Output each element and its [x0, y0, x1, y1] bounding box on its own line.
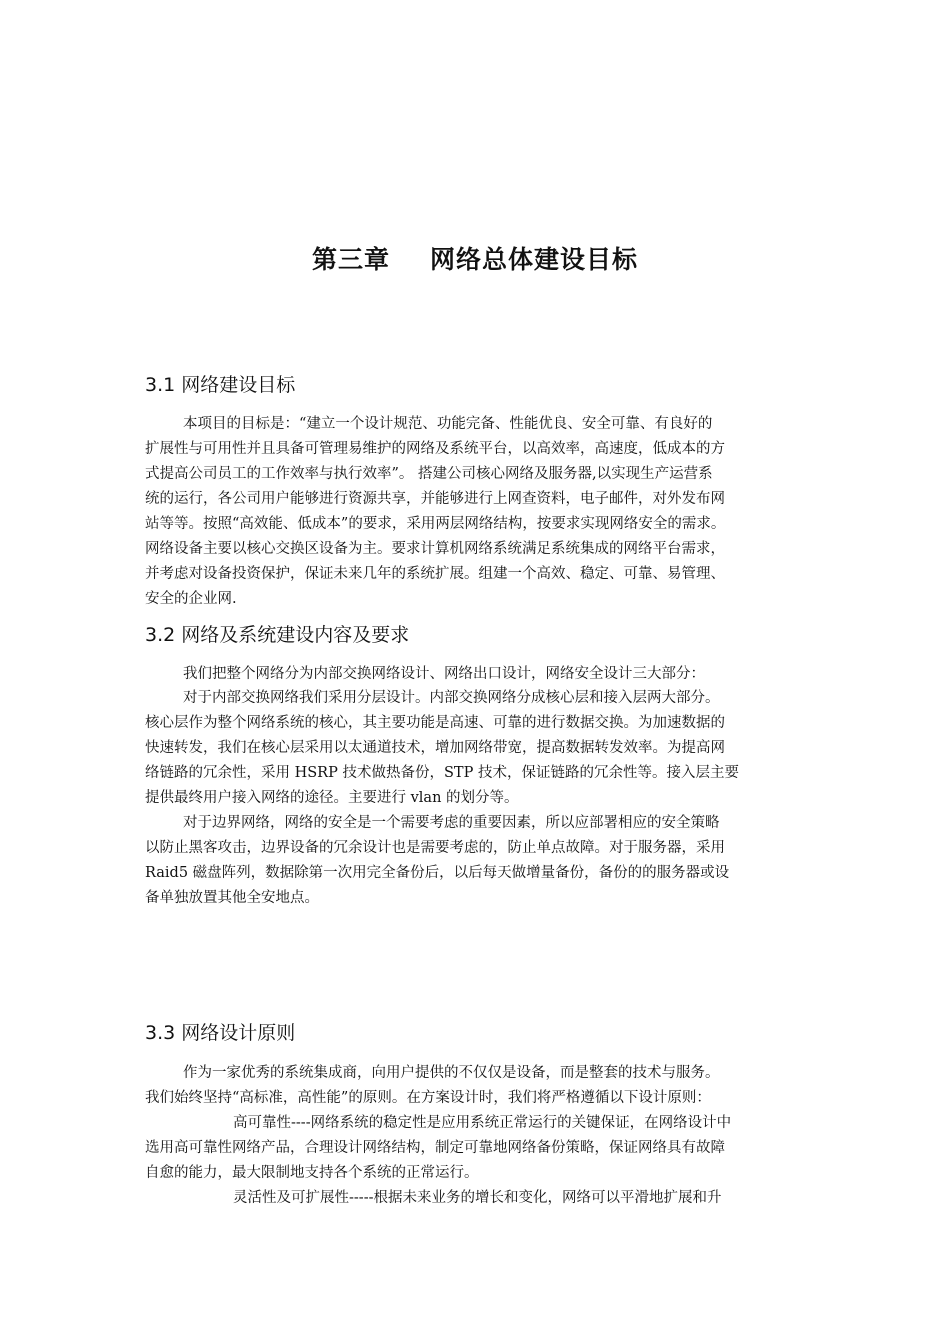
text-line: 站等等。按照“高效能、低成本”的要求，采用两层网络结构，按要求实现网络安全的需求。: [145, 516, 726, 532]
paragraph-3-2-boundary: [145, 811, 810, 911]
section-heading-3-3: 3.3 网络设计原则: [145, 1022, 296, 1044]
text-line: Raid5 磁盘阵列，数据除第一次用完全备份后，以后每天做增量备份，备份的的服务器或设: [145, 865, 730, 881]
section-heading-3-2: 3.2 网络及系统建设内容及要求: [145, 624, 410, 646]
text-line: 自愈的能力，最大限制地支持各个系统的正常运行。: [145, 1165, 479, 1181]
text-line: 灵活性及可扩展性-----根据未来业务的增长和变化，网络可以平滑地扩展和升: [233, 1190, 722, 1206]
text-line: 本项目的目标是：“建立一个设计规范、功能完备、性能优良、安全可靠、有良好的: [183, 416, 713, 432]
text-line: 网络设备主要以核心交换区设备为主。要求计算机网络系统满足系统集成的网络平台需求，: [145, 541, 725, 557]
paragraph-3-3-intro: [145, 1061, 810, 1111]
text-line: 核心层作为整个网络系统的核心，其主要功能是高速、可靠的进行数据交换。为加速数据的: [145, 715, 725, 731]
text-line: 我们把整个网络分为内部交换网络设计、网络出口设计，网络安全设计三大部分：: [183, 666, 705, 682]
text-line: 安全的企业网.: [145, 591, 237, 607]
text-line: 高可靠性----网络系统的稳定性是应用系统正常运行的关键保证，在网络设计中: [233, 1115, 732, 1131]
text-line: 作为一家优秀的系统集成商，向用户提供的不仅仅是设备，而是整套的技术与服务。: [183, 1065, 720, 1081]
paragraph-3-3-flexibility: [145, 1186, 810, 1211]
section-heading-3-1: 3.1 网络建设目标: [145, 374, 296, 396]
paragraph-3-3-reliability: [145, 1111, 810, 1186]
text-line: 选用高可靠性网络产品，合理设计网络结构，制定可靠地网络备份策略，保证网络具有故障: [145, 1140, 725, 1156]
paragraph-3-2-overview: [145, 662, 810, 687]
text-line: 备单独放置其他全安地点。: [145, 890, 319, 906]
text-line: 对于内部交换网络我们采用分层设计。内部交换网络分成核心层和接入层两大部分。: [183, 690, 720, 706]
text-line: 提供最终用户接入网络的途径。主要进行 vlan 的划分等。: [145, 790, 519, 806]
paragraph-3-2-internal: [145, 686, 810, 811]
chapter-title: [0, 240, 950, 276]
chapter-number: 第三章: [311, 245, 390, 274]
text-line: 扩展性与可用性并且具备可管理易维护的网络及系统平台，以高效率，高速度，低成本的方: [145, 441, 725, 457]
text-line: 络链路的冗余性，采用 HSRP 技术做热备份，STP 技术，保证链路的冗余性等。接入层主要: [145, 765, 739, 781]
chapter-title-text: 网络总体建设目标: [430, 245, 639, 274]
text-line: 以防止黑客攻击，边界设备的冗余设计也是需要考虑的，防止单点故障。对于服务器，采用: [145, 840, 725, 856]
text-line: 对于边界网络，网络的安全是一个需要考虑的重要因素，所以应部署相应的安全策略: [183, 815, 720, 831]
text-line: 式提高公司员工的工作效率与执行效率”。 搭建公司核心网络及服务器,以实现生产运营系: [145, 466, 713, 482]
text-line: 快速转发，我们在核心层采用以太通道技术，增加网络带宽，提高数据转发效率。为提高网: [145, 740, 725, 756]
text-line: 统的运行，各公司用户能够进行资源共享，并能够进行上网查资料，电子邮件，对外发布网: [145, 491, 725, 507]
text-line: 并考虑对设备投资保护，保证未来几年的系统扩展。组建一个高效、稳定、可靠、易管理、: [145, 566, 725, 582]
paragraph-3-1-goal: [145, 412, 810, 612]
text-line: 我们始终坚持“高标准，高性能”的原则。在方案设计时，我们将严格遵循以下设计原则：: [145, 1090, 711, 1106]
